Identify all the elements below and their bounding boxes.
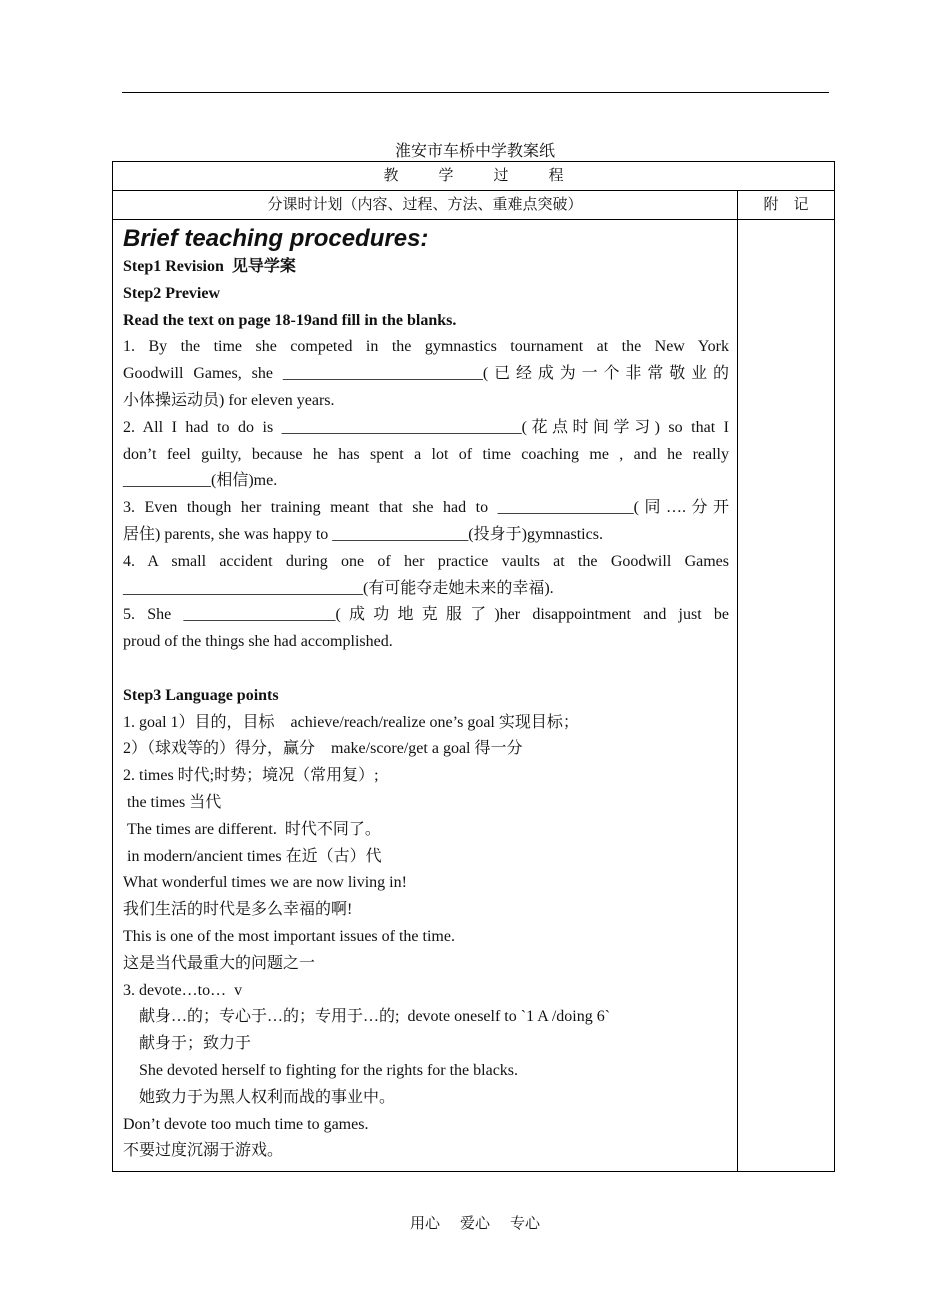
language-point-line: 不要过度沉溺于游戏。 <box>123 1142 284 1160</box>
step3-heading: Step3 Language points <box>123 686 279 704</box>
footer-item: 爱心 <box>459 1216 490 1232</box>
plan-column-header: 分课时计划（内容、过程、方法、重难点突破） <box>113 191 738 220</box>
language-point-line: 2）（球戏等的）得分，赢分 make/score/get a goal 得一分 <box>123 740 523 758</box>
language-point-line: in modern/ancient times 在近（古）代 <box>123 847 382 865</box>
exercise-line: proud of the things she had accomplished. <box>123 633 393 651</box>
language-point-line: She devoted herself to fighting for the rights for the blacks. <box>123 1061 519 1079</box>
read-instruction: Read the text on page 18-19and fill in the blanks. <box>123 311 457 329</box>
exercise-line: 5. She ___________________(成功地克服了)her disappointment and just be <box>123 606 729 624</box>
language-point-line: 我们生活的时代是多么幸福的啊! <box>123 901 353 919</box>
exercise-line: ___________(相信)me. <box>123 472 278 490</box>
footer-motto <box>0 1212 950 1233</box>
spacer <box>123 656 729 683</box>
exercise-line: 3. Even though her training meant that she had to _________________(同….分开 <box>123 499 729 517</box>
exercise-line: 1. By the time she competed in the gymnastics tournament at the New York <box>123 338 729 356</box>
teaching-process-header <box>113 162 835 191</box>
process-char: 学 <box>438 168 454 184</box>
exercise-line: Goodwill Games, she _________________________(已经成为一个非常敬业的 <box>123 365 729 383</box>
exercise-line: 4. A small accident during one of her practice vaults at the Goodwill Games <box>123 552 729 570</box>
lesson-content <box>113 220 738 1172</box>
process-char: 过 <box>493 168 509 184</box>
language-point-line: 献身…的；专心于…的；专用于…的; devote oneself to `1 A /doing 6` <box>123 1008 611 1026</box>
step2-heading: Step2 Preview <box>123 284 221 302</box>
footer-item: 专心 <box>510 1216 541 1232</box>
step1-heading: Step1 Revision 见导学案 <box>123 258 296 275</box>
language-point-line: This is one of the most important issues of the time. <box>123 927 455 945</box>
document-title: 淮安市车桥中学教案纸 <box>394 143 555 160</box>
exercise-line: 小体操运动员) for eleven years. <box>123 391 335 409</box>
language-point-line: 她致力于为黑人权利而战的事业中。 <box>123 1088 396 1106</box>
exercise-line: ______________________________(有可能夺走她未来的幸福). <box>123 579 554 597</box>
language-point-line: 这是当代最重大的问题之一 <box>123 954 316 972</box>
process-char: 程 <box>548 168 564 184</box>
language-point-line: 献身于；致力于 <box>123 1035 252 1053</box>
exercise-line: 2. All I had to do is ______________________________(花点时间学习) so that I <box>123 418 729 436</box>
notes-column <box>738 220 835 1172</box>
header-rule <box>122 92 829 93</box>
brief-heading: Brief teaching procedures: <box>123 225 429 252</box>
notes-column-header: 附 记 <box>738 191 835 220</box>
lesson-plan-table <box>112 161 835 1172</box>
language-point-line: 3. devote…to… v <box>123 981 243 999</box>
language-point-line: What wonderful times we are now living in! <box>123 874 407 892</box>
language-point-line: 2. times 时代;时势；境况（常用复）; <box>123 767 379 785</box>
exercise-line: 居住) parents, she was happy to _________________(投身于)gymnastics. <box>123 525 603 543</box>
language-point-line: The times are different. 时代不同了。 <box>123 820 381 838</box>
exercise-line: don’t feel guilty, because he has spent a lot of time coaching me , and he really <box>123 445 729 463</box>
language-point-line: the times 当代 <box>123 793 222 811</box>
language-point-line: Don’t devote too much time to games. <box>123 1115 369 1133</box>
footer-item: 用心 <box>409 1216 440 1232</box>
process-char: 教 <box>383 168 399 184</box>
language-point-line: 1. goal 1）目的，目标 achieve/reach/realize one’s goal 实现目标； <box>123 713 579 731</box>
